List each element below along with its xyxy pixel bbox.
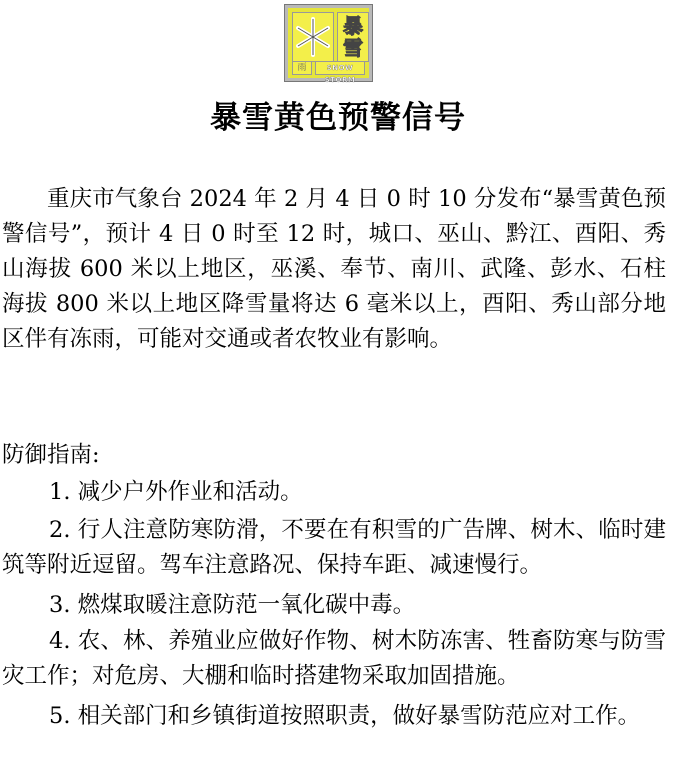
snowflake-icon (292, 12, 334, 62)
guide-item-3: 3. 燃煤取暖注意防范一氧化碳中毒。 (49, 592, 416, 618)
guide-item-5: 5. 相关部门和乡镇街道按照职责，做好暴雪防范应对工作。 (49, 703, 641, 729)
badge-char-xue: 雪 (343, 36, 363, 60)
guide-item-1: 1. 减少户外作业和活动。 (49, 479, 303, 505)
badge-footer (292, 61, 365, 84)
badge-characters (337, 12, 369, 62)
guide-heading: 防御指南: (2, 442, 100, 468)
snowflake-glyph (293, 13, 333, 61)
badge-label: SNOW STORM (315, 61, 365, 75)
badge-background (288, 8, 369, 84)
rain-mark: 雨 (292, 61, 312, 75)
guide-item-2: 2. 行人注意防寒防滑，不要在有积雪的广告牌、树木、临时建筑等附近逗留。驾车注意路况、保持车距、减速慢行。 (2, 517, 666, 578)
snowstorm-yellow-warning-badge (284, 4, 373, 82)
guide-item-4: 4. 农、林、养殖业应做好作物、树木防冻害、牲畜防寒与防雪灾工作；对危房、大棚和临时搭建物采取加固措施。 (2, 628, 666, 689)
warning-body-paragraph: 重庆市气象台 2024 年 2 月 4 日 0 时 10 分发布“暴雪黄色预警信号”，预计 4 日 0 时至 12 时，城口、巫山、黔江、酉阳、秀山海拔 600 米以上地区，巫溪、奉节、南川、武隆、彭水、石柱海拔 800 米以上地区降雪量将达 6 毫米以上，酉阳、秀山部分地区伴有冻雨，可能对交通或者农牧业有影响。 (2, 186, 666, 352)
page-title: 暴雪黄色预警信号 (210, 100, 466, 136)
badge-char-bao: 暴 (343, 14, 363, 38)
